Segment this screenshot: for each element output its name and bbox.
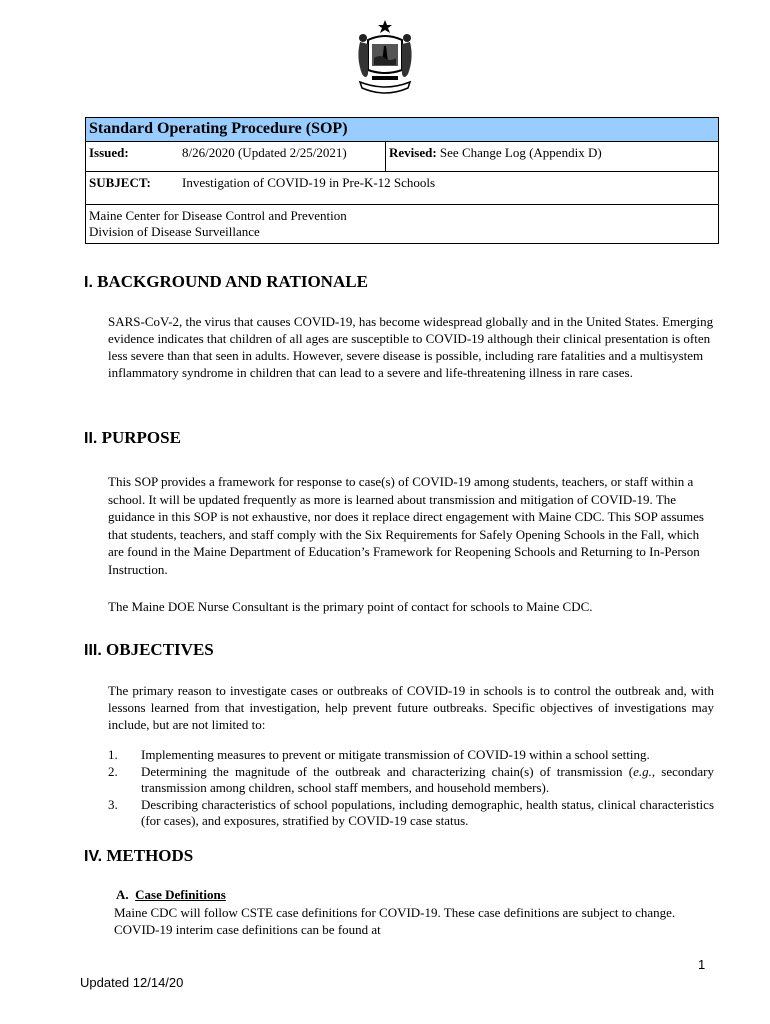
- revised-value: See Change Log (Appendix D): [436, 145, 602, 160]
- case-definitions-body: Maine CDC will follow CSTE case definitions for COVID-19. These case definitions are subject to change. COVID-19 interim case definitions can be found at: [114, 905, 676, 937]
- issued-label: Issued:: [89, 145, 129, 160]
- subject-label: SUBJECT:: [89, 175, 151, 190]
- footer-updated: Updated 12/14/20: [80, 975, 184, 990]
- purpose-body-2: The Maine DOE Nurse Consultant is the primary point of contact for schools to Maine CDC.: [108, 599, 593, 614]
- list-item: 3. Describing characteristics of school populations, including demographic, health status, clinical characteristics (for cases), and exposures, stratified by COVID-19 case status.: [108, 796, 714, 828]
- subject-row: [86, 172, 718, 205]
- maine-state-seal-icon: [354, 18, 416, 98]
- list-item: 2. Determining the magnitude of the outbreak and characterizing chain(s) of transmission (e.g., secondary transmission among children, school staff members, and household members).: [108, 763, 714, 795]
- sop-title: Standard Operating Procedure (SOP): [86, 118, 718, 142]
- revised-cell: [386, 142, 718, 171]
- subsection-heading-case-definitions: A. Case Definitions: [116, 887, 226, 902]
- issued-row: [86, 142, 718, 172]
- section-heading-objectives: III. OBJECTIVES: [84, 640, 214, 659]
- section-heading-purpose: II. PURPOSE: [84, 428, 181, 447]
- page-number: 1: [698, 957, 706, 972]
- list-item: 1. Implementing measures to prevent or mitigate transmission of COVID-19 within a school setting.: [108, 747, 650, 762]
- background-body: SARS-CoV-2, the virus that causes COVID-19, has become widespread globally and in the United States. Emerging evidence indicates that children of all ages are susceptible to COVID-19 although their clinical presentation is often less severe than that seen in adults. However, severe disease is possible, including rare fatalities and a multisystem inflammatory syndrome in children that can lead to a severe and life-threatening illness in rare cases.: [108, 314, 714, 380]
- org-line-2: Division of Disease Surveillance: [89, 224, 260, 239]
- objectives-list: [108, 747, 714, 830]
- section-heading-background: I. BACKGROUND AND RATIONALE: [84, 272, 368, 291]
- objectives-intro: The primary reason to investigate cases or outbreaks of COVID-19 in schools is to control the outbreak and, with lessons learned from that investigation, help prevent future outbreaks. Specific objectives of investigations may include, but are not limited to:: [108, 683, 714, 732]
- subject-value: Investigation of COVID-19 in Pre-K-12 Schools: [182, 175, 436, 190]
- section-heading-methods: IV. METHODS: [84, 846, 194, 865]
- sop-header-table: [85, 117, 719, 244]
- purpose-body-1: This SOP provides a framework for response to case(s) of COVID-19 among students, teachers, or staff within a school. It will be updated frequently as more is learned about transmission and mitigation of COVID-19. The guidance in this SOP is not exhaustive, nor does it replace direct engagement with Maine CDC. This SOP assumes that students, teachers, and staff comply with the Six Requirements for Safely Opening Schools in the Fall, which are found in the Maine Department of Education’s Framework for Reopening Schools and Returning to In-Person Instruction.: [108, 474, 704, 577]
- org-row: [86, 205, 718, 243]
- org-line-1: Maine Center for Disease Control and Prevention: [89, 208, 347, 223]
- revised-label: Revised:: [389, 145, 437, 160]
- issued-value: 8/26/2020 (Updated 2/25/2021): [179, 142, 386, 171]
